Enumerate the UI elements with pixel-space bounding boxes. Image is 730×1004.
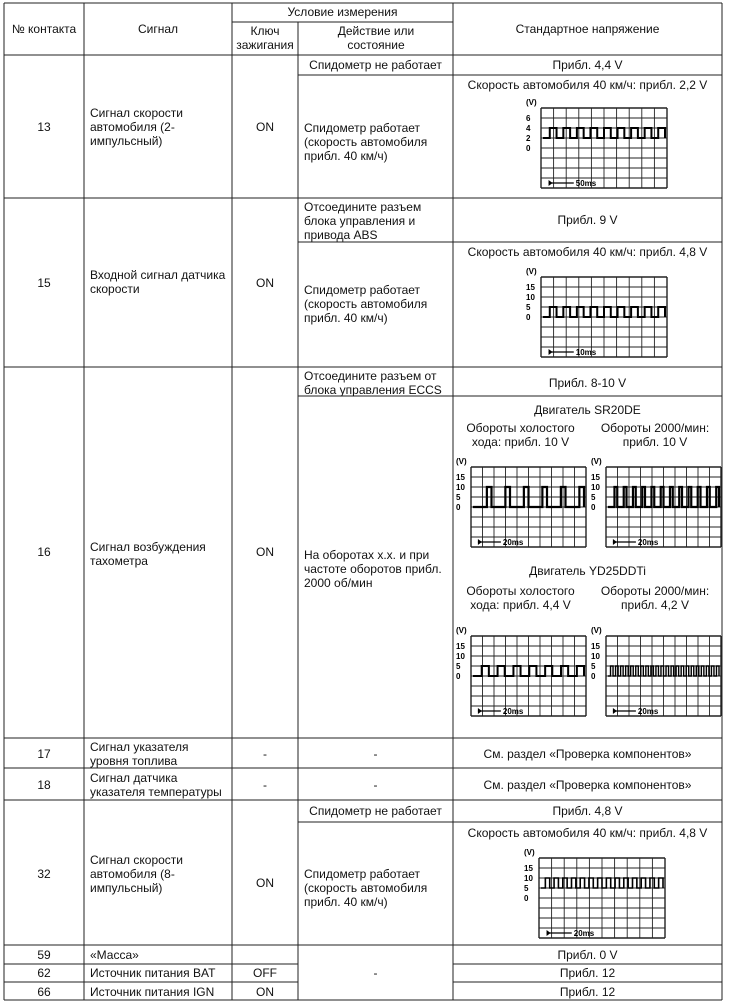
- scope-timebase: 50ms: [575, 179, 597, 188]
- signal-66: Источник питания IGN: [90, 985, 215, 999]
- ignition-16: ON: [256, 545, 274, 559]
- oscillogram-sr20de-idle: [455, 455, 588, 554]
- scope-tick: 5: [591, 493, 596, 502]
- scope-tick: 6: [526, 114, 531, 123]
- oscillogram-sr20de-2000: [590, 455, 723, 554]
- scope-unit: (V): [591, 457, 602, 466]
- scope-tick: 0: [456, 503, 461, 512]
- pin-18: 18: [37, 778, 51, 792]
- scope-tick: 10: [591, 652, 600, 661]
- yd25-idle: Обороты холостого хода: прибл. 4,4 V: [466, 584, 575, 612]
- scope-timebase: 10ms: [575, 348, 597, 357]
- scope-unit: (V): [456, 457, 467, 466]
- scope-timebase: 20ms: [502, 538, 524, 547]
- sr20de-2000: Обороты 2000/мин: прибл. 10 V: [600, 421, 710, 449]
- signal-13: Сигнал скорости автомобиля (2-импульсный): [90, 106, 183, 148]
- scope-tick: 15: [591, 642, 600, 651]
- scope-tick: 15: [456, 642, 465, 651]
- scope-tick: 15: [591, 473, 600, 482]
- waveform: [541, 878, 663, 888]
- header-ignition: Ключ зажигания: [236, 24, 294, 52]
- scope-tick: 2: [526, 134, 531, 143]
- oscillogram-yd25-2000: [590, 624, 723, 723]
- scope-tick: 5: [591, 662, 596, 671]
- oscillogram-32: [523, 846, 667, 945]
- ignition-32: ON: [256, 876, 274, 890]
- scope-tick: 5: [524, 884, 529, 893]
- header-condition: Условие измерения: [287, 5, 398, 19]
- scope-tick: 10: [591, 483, 600, 492]
- action-32a: Спидометр не работает: [309, 804, 442, 818]
- scope-unit: (V): [526, 98, 537, 107]
- voltage-62: Прибл. 12: [559, 966, 616, 980]
- ignition-15: ON: [256, 276, 274, 290]
- scope-tick: 0: [524, 894, 529, 903]
- signal-59: «Масса»: [90, 948, 139, 962]
- signal-18: Сигнал датчика указателя температуры: [90, 771, 222, 799]
- scope-unit: (V): [524, 848, 535, 857]
- ignition-13: ON: [256, 120, 274, 134]
- scope-timebase: 20ms: [502, 707, 524, 716]
- oscillogram-yd25-idle: [455, 624, 588, 723]
- action-18: -: [373, 778, 378, 792]
- waveform: [543, 307, 665, 317]
- waveform: [473, 666, 584, 676]
- voltage-15a: Прибл. 9 V: [557, 213, 618, 227]
- header-pin: № контакта: [11, 22, 77, 36]
- scope-timebase: 20ms: [637, 707, 659, 716]
- scope-tick: 0: [526, 144, 531, 153]
- pin-13: 13: [37, 120, 51, 134]
- pin-17: 17: [37, 747, 51, 761]
- ignition-18: -: [263, 778, 267, 792]
- scope-tick: 15: [526, 283, 535, 292]
- signal-32: Сигнал скорости автомобиля (8-импульсный): [90, 853, 183, 895]
- engine-yd25ddti: Двигатель YD25DDTi: [529, 564, 646, 578]
- scope-unit: (V): [591, 626, 602, 635]
- yd25-2000: Обороты 2000/мин: прибл. 4,2 V: [600, 584, 710, 612]
- pin-15: 15: [37, 276, 51, 290]
- voltage-13b: Скорость автомобиля 40 км/ч: прибл. 2,2 V: [467, 78, 708, 92]
- engine-sr20de: Двигатель SR20DE: [534, 403, 641, 417]
- scope-unit: (V): [526, 267, 537, 276]
- voltage-32b: Скорость автомобиля 40 км/ч: прибл. 4,8 V: [467, 826, 708, 840]
- sr20de-idle: Обороты холостого хода: прибл. 10 V: [466, 421, 575, 449]
- scope-tick: 4: [526, 124, 531, 133]
- action-15a: Отсоедините разъем блока управления и привода ABS: [304, 200, 422, 242]
- pin-32: 32: [37, 867, 51, 881]
- action-32b: Спидометр работает (скорость автомобиля прибл. 40 км/ч): [304, 867, 428, 909]
- signal-62: Источник питания BAT: [90, 966, 216, 980]
- scope-tick: 0: [591, 672, 596, 681]
- ignition-62: OFF: [253, 966, 277, 980]
- scope-tick: 10: [456, 483, 465, 492]
- voltage-18: См. раздел «Проверка компонентов»: [483, 778, 692, 792]
- scope-tick: 15: [456, 473, 465, 482]
- scope-timebase: 20ms: [573, 929, 595, 938]
- action-16a: Отсоедините разъем от блока управления ECCS: [304, 369, 442, 397]
- header-signal: Сигнал: [137, 22, 179, 36]
- oscillogram-15: [525, 265, 669, 364]
- action-15b: Спидометр работает (скорость автомобиля прибл. 40 км/ч): [304, 283, 428, 325]
- pin-62: 62: [37, 966, 51, 980]
- voltage-66: Прибл. 12: [559, 985, 616, 999]
- ignition-66: ON: [256, 985, 274, 999]
- scope-tick: 5: [456, 662, 461, 671]
- signal-16: Сигнал возбуждения тахометра: [90, 540, 206, 568]
- scope-tick: 0: [526, 313, 531, 322]
- scope-tick: 10: [526, 293, 535, 302]
- header-voltage: Стандартное напряжение: [515, 22, 660, 36]
- signal-15: Входной сигнал датчика скорости: [90, 268, 226, 296]
- scope-timebase: 20ms: [637, 538, 659, 547]
- voltage-13a: Прибл. 4,4 V: [552, 58, 623, 72]
- scope-tick: 0: [456, 672, 461, 681]
- action-16b: На оборотах х.х. и при частоте оборотов прибл. 2000 об/мин: [304, 548, 442, 590]
- voltage-59: Прибл. 0 V: [557, 948, 618, 962]
- voltage-15b: Скорость автомобиля 40 км/ч: прибл. 4,8 V: [467, 245, 708, 259]
- voltage-32a: Прибл. 4,8 V: [552, 804, 623, 818]
- waveform: [608, 666, 719, 676]
- scope-tick: 5: [456, 493, 461, 502]
- oscillogram-13: [525, 96, 669, 195]
- pin-59: 59: [37, 948, 51, 962]
- action-power: -: [373, 966, 378, 980]
- signal-17: Сигнал указателя уровня топлива: [90, 740, 189, 768]
- pin-16: 16: [37, 545, 51, 559]
- action-13a: Спидометр не работает: [309, 58, 442, 72]
- action-17: -: [373, 747, 378, 761]
- voltage-16a: Прибл. 8-10 V: [548, 376, 627, 390]
- scope-unit: (V): [456, 626, 467, 635]
- scope-tick: 5: [526, 303, 531, 312]
- header-action: Действие или состояние: [337, 24, 415, 52]
- action-13b: Спидометр работает (скорость автомобиля прибл. 40 км/ч): [304, 121, 428, 163]
- scope-tick: 15: [524, 864, 533, 873]
- voltage-17: См. раздел «Проверка компонентов»: [483, 747, 692, 761]
- scope-tick: 10: [456, 652, 465, 661]
- waveform: [543, 128, 665, 138]
- scope-tick: 10: [524, 874, 533, 883]
- pin-66: 66: [37, 985, 51, 999]
- ignition-17: -: [263, 747, 267, 761]
- scope-tick: 0: [591, 503, 596, 512]
